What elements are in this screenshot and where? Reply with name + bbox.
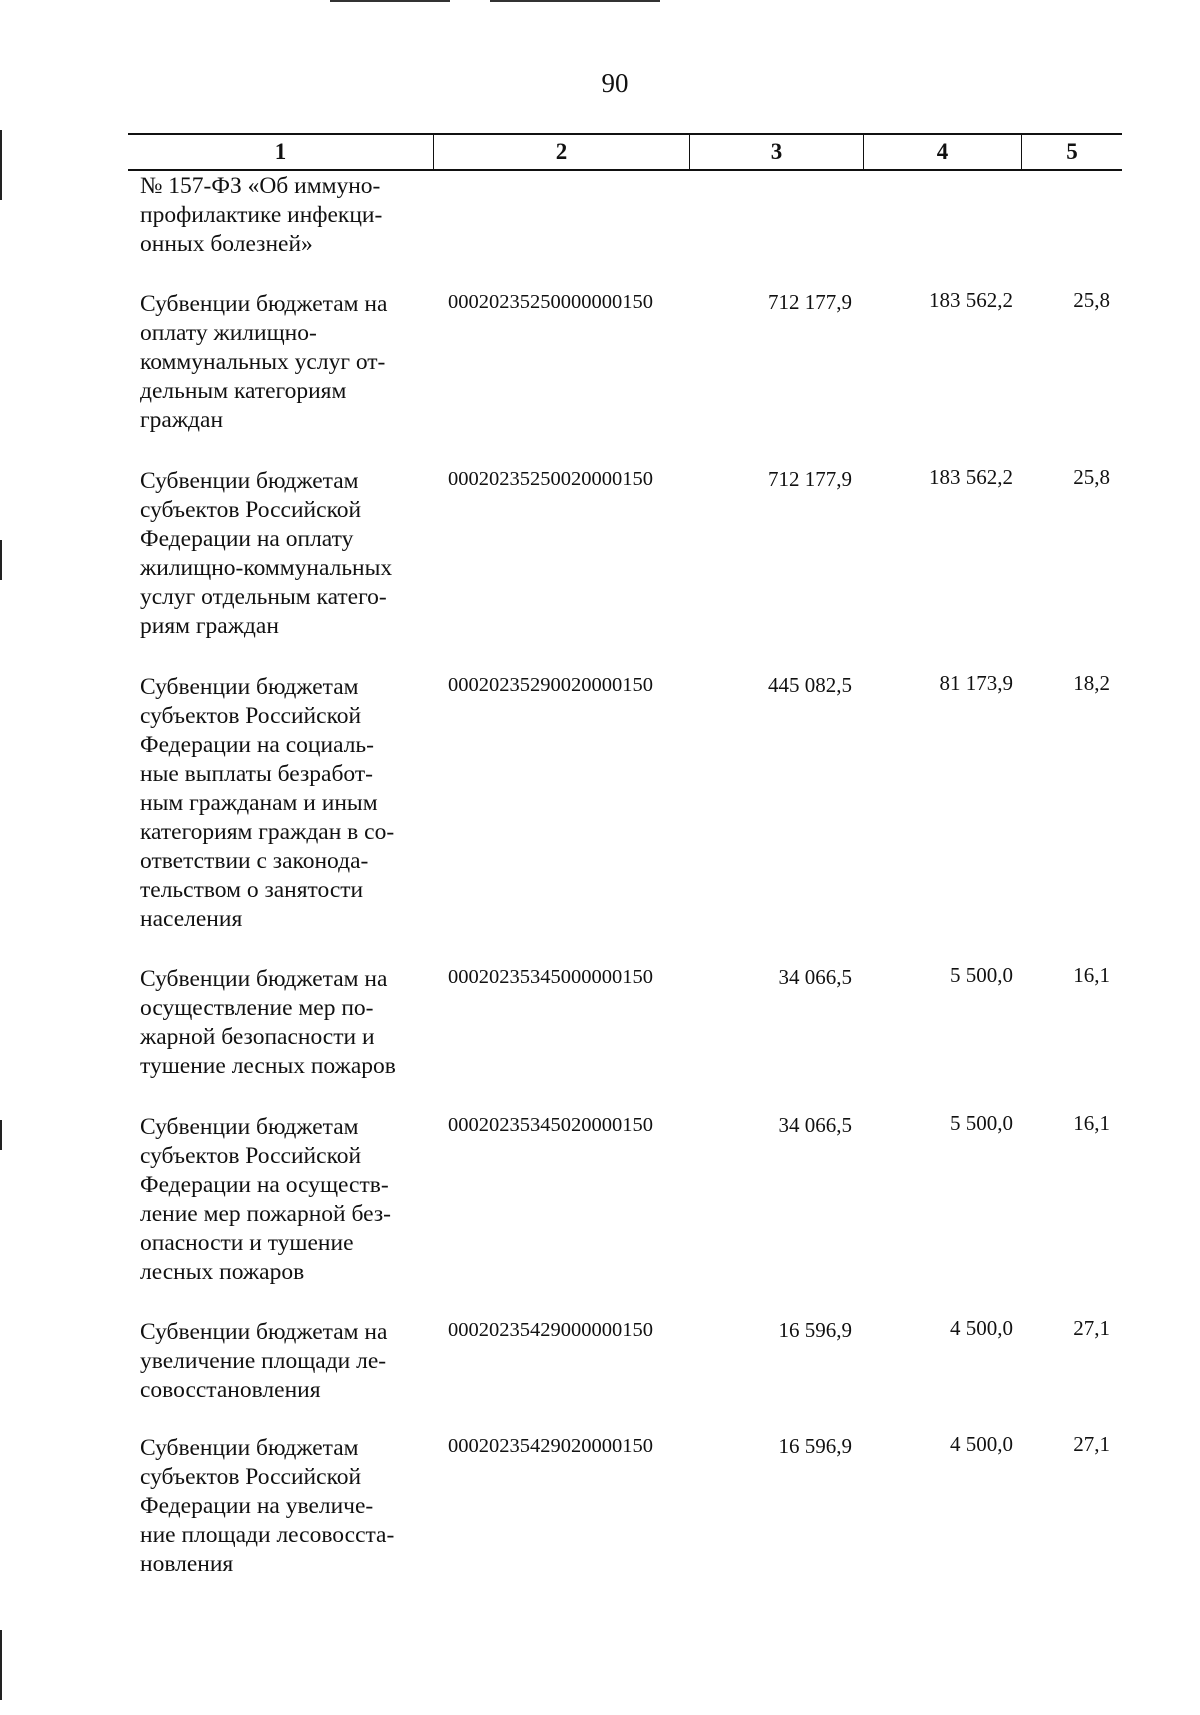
row-name: Субвенции бюджетам на осуществление мер по- жарной безопасности и тушение лесных пожаров bbox=[140, 966, 396, 1079]
row-col4: 4 500,0 bbox=[950, 1432, 1013, 1456]
column-header-5: 5 bbox=[1066, 139, 1078, 164]
row-code: 00020235345020000150 bbox=[448, 1114, 653, 1136]
row-name: Субвенции бюджетам на оплату жилищно- коммунальных услуг от- дельным категориям граждан bbox=[140, 291, 388, 433]
row-col4: 81 173,9 bbox=[939, 671, 1013, 695]
row-name: Субвенции бюджетам субъектов Российской Федерации на оплату жилищно-коммунальных услуг отдельным катего- риям граждан bbox=[140, 468, 393, 639]
scan-top-edge-line bbox=[490, 0, 660, 2]
row-code: 00020235345000000150 bbox=[448, 966, 653, 988]
scan-left-edge-mark bbox=[0, 1630, 2, 1700]
row-name: Субвенции бюджетам на увеличение площади ле- совосстановления bbox=[140, 1319, 388, 1403]
row-code: 00020235250000000150 bbox=[448, 291, 653, 313]
column-header-1: 1 bbox=[128, 135, 434, 169]
row-col4: 183 562,2 bbox=[929, 288, 1013, 312]
row-col5: 18,2 bbox=[1073, 671, 1110, 695]
row-code: 00020235250020000150 bbox=[448, 468, 653, 490]
row-code: 00020235290020000150 bbox=[448, 674, 653, 696]
scan-top-edge-line bbox=[330, 0, 450, 2]
row-col3: 712 177,9 bbox=[768, 467, 852, 491]
row-col5: 16,1 bbox=[1073, 1111, 1110, 1135]
column-header-4: 4 bbox=[864, 135, 1022, 169]
row-col4: 4 500,0 bbox=[950, 1316, 1013, 1340]
row-col4: 5 500,0 bbox=[950, 963, 1013, 987]
row-name: Субвенции бюджетам субъектов Российской Федерации на осуществ- ление мер пожарной без- опасности и тушение лесных пожаров bbox=[140, 1114, 391, 1285]
row-col5: 25,8 bbox=[1073, 465, 1110, 489]
scan-left-edge-mark bbox=[0, 1120, 2, 1150]
row-col3: 34 066,5 bbox=[778, 1113, 852, 1137]
column-header-2: 2 bbox=[434, 135, 690, 169]
scan-left-edge-mark bbox=[0, 130, 2, 200]
row-col5: 27,1 bbox=[1073, 1432, 1110, 1456]
row-col4: 5 500,0 bbox=[950, 1111, 1013, 1135]
row-col3: 34 066,5 bbox=[778, 965, 852, 989]
row-col3: 16 596,9 bbox=[778, 1434, 852, 1458]
row-code: 00020235429020000150 bbox=[448, 1435, 653, 1457]
page-number: 90 bbox=[601, 68, 629, 98]
row-name: Субвенции бюджетам субъектов Российской Федерации на увеличе- ние площади лесовосста- новления bbox=[140, 1435, 395, 1577]
column-header-3: 3 bbox=[690, 135, 864, 169]
table-header bbox=[128, 133, 1122, 171]
row-name: Субвенции бюджетам субъектов Российской Федерации на социаль- ные выплаты безработ- ным гражданам и иным категориям граждан в со- ответствии с законода- тельством о занятости населения bbox=[140, 674, 395, 932]
row-col5: 27,1 bbox=[1073, 1316, 1110, 1340]
row-col3: 16 596,9 bbox=[778, 1318, 852, 1342]
row-code: 00020235429000000150 bbox=[448, 1319, 653, 1341]
row-col3: 712 177,9 bbox=[768, 290, 852, 314]
scan-left-edge-mark bbox=[0, 540, 2, 580]
row-col3: 445 082,5 bbox=[768, 673, 852, 697]
row-col5: 25,8 bbox=[1073, 288, 1110, 312]
row-col4: 183 562,2 bbox=[929, 465, 1013, 489]
row-name: № 157-ФЗ «Об иммуно- профилактике инфекци- онных болезней» bbox=[140, 173, 383, 257]
row-col5: 16,1 bbox=[1073, 963, 1110, 987]
